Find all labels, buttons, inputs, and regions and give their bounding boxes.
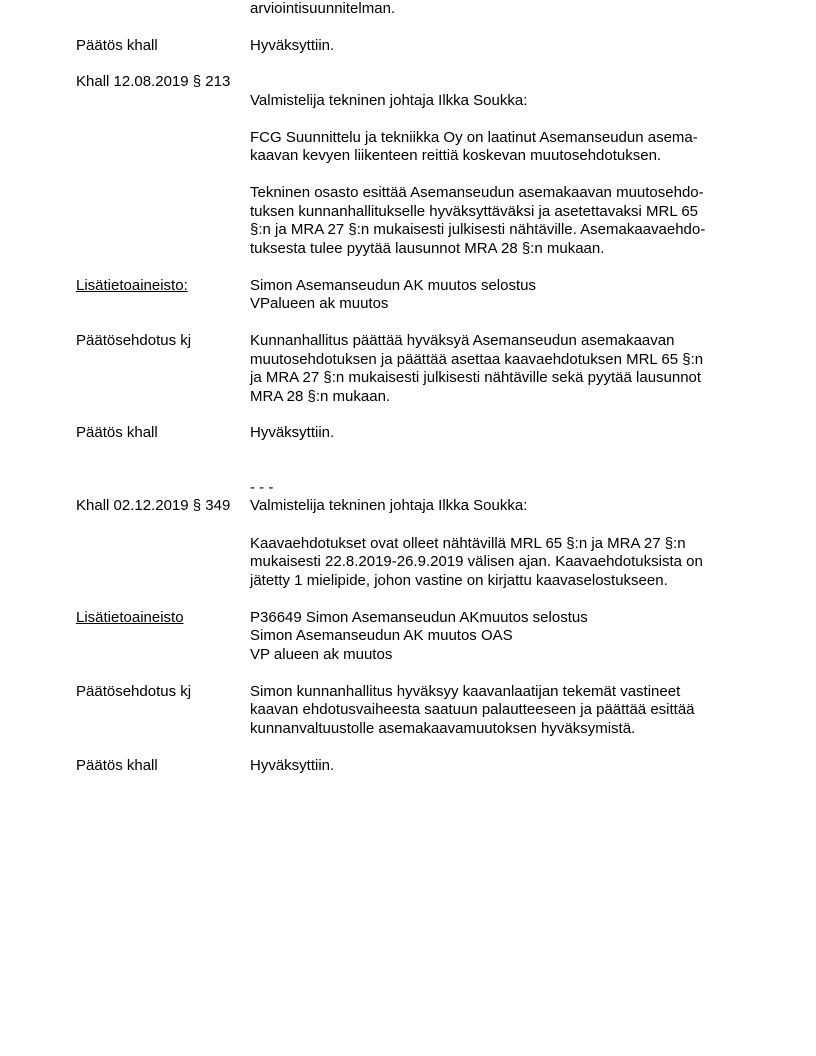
continued-line: arviointisuunnitelman. xyxy=(250,0,396,17)
attachment-item: VPalueen ak muutos xyxy=(250,295,389,312)
decision-text: Hyväksyttiin. xyxy=(250,757,335,774)
preparer-line: Valmistelija tekninen johtaja Ilkka Soukka: xyxy=(250,92,528,109)
paragraph-line: mukaisesti 22.8.2019-26.9.2019 välisen ajan. Kaavaehdotuksista on xyxy=(250,553,703,570)
section-separator: - - - xyxy=(250,479,274,496)
decision-text: Hyväksyttiin. xyxy=(250,424,335,441)
proposal-line: MRA 28 §:n mukaan. xyxy=(250,388,391,405)
paragraph-line: Kaavaehdotukset ovat olleet nähtävillä MRL 65 §:n ja MRA 27 §:n xyxy=(250,535,686,552)
proposal-line: Kunnanhallitus päättää hyväksyä Asemanseudun asemakaavan xyxy=(250,332,675,349)
proposal-line: kaavan ehdotusvaiheesta saatuun palautteeseen ja päättää esittää xyxy=(250,701,695,718)
decision-text: Hyväksyttiin. xyxy=(250,37,335,54)
paragraph-line: FCG Suunnittelu ja tekniikka Oy on laatinut Asemanseudun asema- xyxy=(250,129,698,146)
attachment-item: VP alueen ak muutos xyxy=(250,646,393,663)
paragraph-line: tuksen kunnanhallitukselle hyväksyttäväksi ja asetettavaksi MRL 65 xyxy=(250,203,699,220)
decision-label: Päätös khall xyxy=(76,757,158,774)
decision-label: Päätös khall xyxy=(76,424,158,441)
proposal-label: Päätösehdotus kj xyxy=(76,332,192,349)
meeting-reference: Khall 12.08.2019 § 213 xyxy=(76,73,231,90)
proposal-line: Simon kunnanhallitus hyväksyy kaavanlaatijan tekemät vastineet xyxy=(250,683,681,700)
additional-info-label: Lisätietoaineisto xyxy=(76,609,184,626)
meeting-reference: Khall 02.12.2019 § 349 xyxy=(76,497,231,514)
proposal-line: ja MRA 27 §:n mukaisesti julkisesti nähtäville sekä pyytää lausunnot xyxy=(250,369,702,386)
additional-info-label: Lisätietoaineisto: xyxy=(76,277,188,294)
paragraph-line: §:n ja MRA 27 §:n mukaisesti julkisesti nähtäville. Asemakaavaehdo- xyxy=(250,221,706,238)
paragraph-line: tuksesta tulee pyytää lausunnot MRA 28 §:n mukaan. xyxy=(250,240,605,257)
paragraph-line: Tekninen osasto esittää Asemanseudun asemakaavan muutosehdo- xyxy=(250,184,704,201)
decision-label: Päätös khall xyxy=(76,37,158,54)
attachment-item: Simon Asemanseudun AK muutos OAS xyxy=(250,627,513,644)
preparer-line: Valmistelija tekninen johtaja Ilkka Soukka: xyxy=(250,497,528,514)
paragraph-line: kaavan kevyen liikenteen reittiä koskevan muutosehdotuksen. xyxy=(250,147,662,164)
paragraph-line: jätetty 1 mielipide, johon vastine on kirjattu kaavaselostukseen. xyxy=(250,572,668,589)
attachment-item: P36649 Simon Asemanseudun AKmuutos selostus xyxy=(250,609,588,626)
proposal-line: muutosehdotuksen ja päättää asettaa kaavaehdotuksen MRL 65 §:n xyxy=(250,351,704,368)
proposal-line: kunnanvaltuustolle asemakaavamuutoksen hyväksymistä. xyxy=(250,720,636,737)
proposal-label: Päätösehdotus kj xyxy=(76,683,192,700)
attachment-item: Simon Asemanseudun AK muutos selostus xyxy=(250,277,536,294)
